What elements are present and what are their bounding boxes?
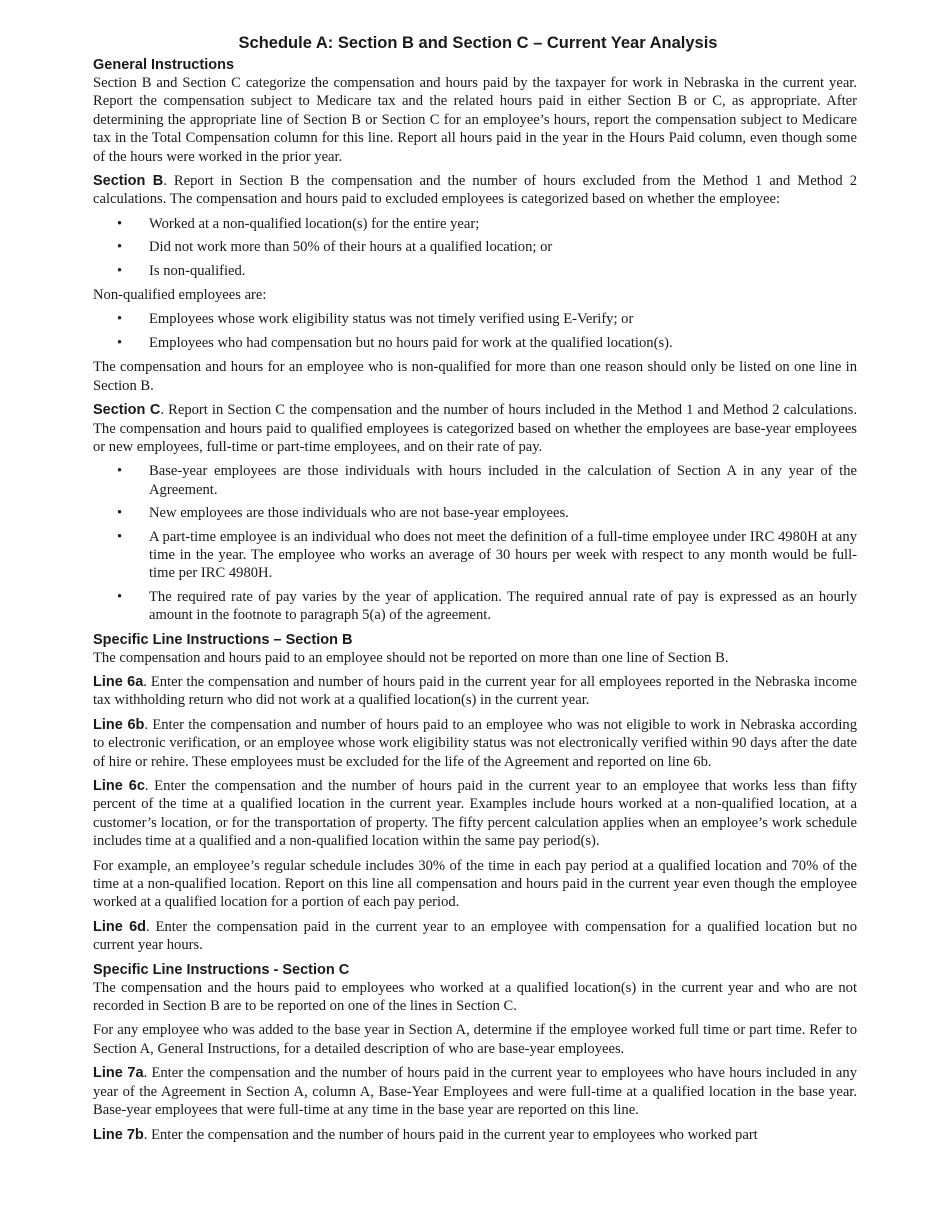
non-qualified-intro: Non-qualified employees are: [93,287,267,304]
line-6d-text: . Enter the compensation paid in the current year to an employee with compensation for a qualified location but no current year hours. [93,918,858,954]
bullet-icon: • [117,463,123,480]
line-6a-text: . Enter the compensation and number of hours paid in the current year for all employees reported in the Nebraska income tax withholding return who did not work at a qualified location(s) in the current year. [93,673,857,709]
bullet-icon: • [117,239,123,256]
bullet-icon: • [117,334,123,351]
non-qualified-list [93,310,857,352]
list-item-text: Base-year employees are those individuals with hours included in the calculation of Section A in any year of the Agreement. [149,463,857,498]
line-6c-paragraph [93,777,857,851]
line-6b-lead: Line 6b [93,716,145,733]
line-6a-lead: Line 6a [93,673,144,690]
list-item-text: Employees who had compensation but no hours paid for work at the qualified location(s). [149,334,673,351]
list-item [93,462,857,499]
list-item [93,238,857,256]
list-item [93,334,857,352]
line-7a-text: . Enter the compensation and the number of hours paid in the current year to employees who have hours included in any year of the Agreement in Section A, column A, Base-Year Employees and were full-time at a qualified location in the base year. Base-year employees that were full-time at any time in the base year are reported on this line. [93,1065,858,1119]
list-item-text: New employees are those individuals who are not base-year employees. [149,505,569,522]
section-b-list [93,215,857,280]
section-b-paragraph [93,172,857,209]
list-item [93,215,857,233]
bullet-icon: • [117,215,123,232]
section-b-closing: The compensation and hours for an employee who is non-qualified for more than one reason should only be listed on one line in Section B. [93,359,857,394]
line-6c-text: . Enter the compensation and the number of hours paid in the current year to an employee that works less than fifty percent of the time at a qualified location in the current year. Examples include hours worked at a non-qualified location, at a customer’s location, or for the transportation of property. The fifty percent calculation applies when an employee’s work schedule includes time at a qualified and a non-qualified location within the same pay period(s). [93,778,857,850]
page-title: Schedule A: Section B and Section C – Current Year Analysis [238,34,718,52]
example-paragraph: For example, an employee’s regular schedule includes 30% of the time in each pay period at a qualified location and 70% of the time at a non-qualified location. Report on this line all compensation and hours paid in the current year even though the employee worked at a qualified location for a portion of each pay period. [93,857,857,911]
general-instructions-heading: General Instructions [93,57,235,73]
list-item [93,588,857,625]
list-item [93,310,857,328]
list-item-text: The required rate of pay varies by the year of application. The required annual rate of pay is expressed as an hourly amount in the footnote to paragraph 5(a) of the agreement. [149,588,857,624]
list-item [93,504,857,522]
line-6b-text: . Enter the compensation and number of hours paid to an employee who was not eligible to work in Nebraska according to electronic verification, or an employee whose work eligibility status was not electronically verified within 90 days after the date of hire or rehire. These employees must be excluded for the life of the Agreement and reported on line 6b. [93,716,858,770]
list-item [93,262,857,280]
line-6b-paragraph [93,716,857,771]
specific-c-heading: Specific Line Instructions - Section C [93,961,350,978]
list-item-text: A part-time employee is an individual who does not meet the definition of a full-time employee under IRC 4980H at any time in the year. The employee who works an average of 30 hours per week with respect to any month would be full-time per IRC 4980H. [149,528,857,582]
list-item-text: Is non-qualified. [149,262,246,279]
base-year-paragraph: For any employee who was added to the base year in Section A, determine if the employee worked full time or part time. Refer to Section A, General Instructions, for a detailed description of who are base-year employees. [93,1022,857,1057]
line-7b-paragraph [93,1126,857,1144]
list-item-text: Worked at a non-qualified location(s) for the entire year; [149,215,480,232]
line-6d-lead: Line 6d [93,918,146,935]
line-6a-paragraph [93,673,857,710]
bullet-icon: • [117,528,123,545]
specific-b-intro: The compensation and hours paid to an employee should not be reported on more than one line of Section B. [93,649,729,666]
section-c-paragraph [93,401,857,456]
bullet-icon: • [117,311,123,328]
section-b-text: . Report in Section B the compensation and the number of hours excluded from the Method 1 and Method 2 calculations. The compensation and hours paid to excluded employees is categorized based on whether the employee: [93,173,858,208]
section-c-text: . Report in Section C the compensation and the number of hours included in the Method 1 and Method 2 calculations. The compensation and hours paid to qualified employees is categorized based on whether the employees are base-year employees or new employees, full-time or part-time employees, and on their rate of pay. [93,402,858,455]
line-7a-lead: Line 7a [93,1065,144,1082]
section-c-lead: Section C [93,402,161,419]
section-b-lead: Section B [93,173,164,190]
section-c-list [93,462,857,624]
line-6d-paragraph [93,918,857,955]
bullet-icon: • [117,588,123,605]
line-6c-lead: Line 6c [93,778,145,794]
line-7b-text: . Enter the compensation and the number of hours paid in the current year to employees who worked part [143,1126,758,1143]
specific-b-heading: Specific Line Instructions – Section B [93,631,353,648]
bullet-icon: • [117,262,123,279]
list-item [93,528,857,583]
list-item-text: Employees whose work eligibility status was not timely verified using E-Verify; or [149,311,634,328]
bullet-icon: • [117,505,123,522]
line-7b-lead: Line 7b [93,1126,144,1143]
specific-c-intro: The compensation and the hours paid to employees who worked at a qualified location(s) in the current year and who are not recorded in Section B are to be reported on one of the lines in Section C. [93,979,857,1015]
list-item-text: Did not work more than 50% of their hours at a qualified location; or [149,239,553,256]
document-page [93,30,857,1150]
line-7a-paragraph [93,1064,857,1119]
general-instructions-paragraph: Section B and Section C categorize the compensation and hours paid by the taxpayer for work in Nebraska in the current year. Report the compensation subject to Medicare tax and the related hours paid in either Section B or C, as appropriate. After determining the appropriate line of Section B or Section C for an employee’s hours, report the compensation subject to Medicare tax in the Total Compensation column for this line. Report all hours paid in the year in the Hours Paid column, even though some of the hours were worked in the prior year. [93,75,857,165]
